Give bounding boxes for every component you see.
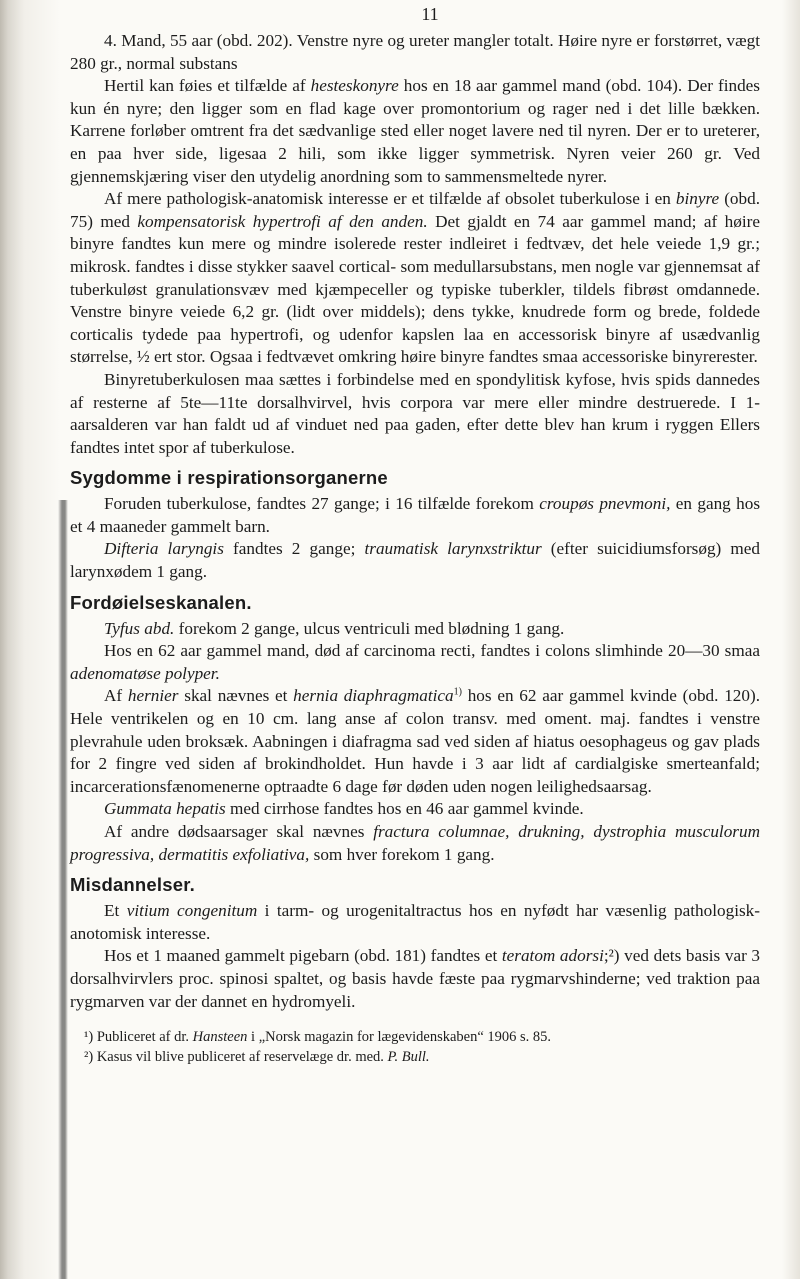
term: kompensatorisk hypertrofi af den anden.	[137, 211, 428, 231]
text: fandtes 2 gange;	[223, 539, 365, 559]
section-heading-malformations: Misdannelser.	[70, 874, 195, 896]
term: traumatisk larynxstriktur	[364, 539, 542, 559]
text: Kasus vil blive publiceret af reservelæge dr. med.	[93, 1049, 388, 1066]
text: Af andre dødsaarsager skal nævnes	[104, 822, 374, 841]
text: hos en 62 aar gammel kvinde (obd. 120). Hele ventrikelen og en 10 cm. lang anse af colon transv. med oment. maj. fandtes i venstre plevrahule uden broksæk. Aabningen i diafragma sad ved siden af hiatus oesophageus og gav plads for 2 fingre ved siden af brokindholdet. Hun havde i 3 aar lidt af cardialgiske smerteanfald; incarcerationsfænomenerne optraadte 6 dage før døden uden nogen leilighedsaarsag.	[70, 686, 760, 796]
term: vitium congenitum	[126, 901, 258, 921]
binding-edge	[58, 500, 68, 1279]
digestion-paragraph-4	[70, 798, 760, 821]
text: Publiceret af dr.	[93, 1029, 193, 1046]
respiration-paragraph-1	[70, 493, 760, 538]
footnote-mark: ²)	[84, 1049, 94, 1066]
footnote-2	[84, 1047, 760, 1067]
term: teratom adorsi	[501, 946, 604, 966]
case-4-paragraph: 4. Mand, 55 aar (obd. 202). Venstre nyre og ureter mangler totalt. Høire nyre er forstørret, vægt 280 gr., normal substans	[70, 31, 760, 73]
binyre-paragraph	[70, 188, 760, 369]
text: ved dets basis var 3 dorsalhvirvlers proc. spinosi spaltet, og basis havde fæste paa rygmarvshinderne; ved traktion paa rygmarven var der dannet en hydromyeli.	[70, 946, 761, 1011]
term: Tyfus abd.	[104, 618, 175, 638]
text: (obd. 75) med	[70, 189, 760, 231]
page-edge	[782, 0, 800, 1279]
author-name: Hansteen	[192, 1029, 248, 1046]
term: adenomatøse polyper.	[70, 663, 220, 683]
text: skal nævnes et	[178, 686, 294, 706]
footnote-1	[84, 1027, 760, 1047]
term: Gummata hepatis	[104, 799, 226, 819]
term: fractura columnae, drukning, dystrophia musculorum progressiva, dermatitis exfoliativa,	[70, 822, 760, 864]
footnote-mark: ¹)	[84, 1029, 94, 1046]
text: som hver forekom 1 gang.	[309, 844, 495, 864]
author-name: P. Bull.	[387, 1049, 430, 1066]
footnotes	[70, 1027, 760, 1067]
section-heading-digestion: Fordøielseskanalen.	[70, 591, 252, 613]
text: Hos en 62 aar gammel mand, død af carcinoma recti, fandtes i colons slimhinde 20—30 smaa	[104, 641, 760, 661]
text: i tarm- og urogenitaltractus hos en nyfødt har væsenlig pathologisk-anotomisk interesse.	[70, 901, 760, 943]
text: Det gjaldt en 74 aar gammel mand; af høire binyre fandtes kun mere og mindre isolerede rester indleiret i fedtvæv, det hele veiede 1,9 gr.; mikrosk. fandtes i disse stykker saavel cortical- som medullarsubstans, men nogle var gjennemsat af tuberkuløst granulationsvæv med kjæmpeceller og typiske tuberkler, tildels fibrøst omdannede. Venstre binyre veiede 6,2 gr. (lidt over middels); dens tykke, knudrede form og brede, foldede corticalis tydede paa hypertrofi, og udenfor kapslen laa en accessorisk binyre af usædvanlig størrelse, ½ ert stor. Ogsaa i fedtvævet omkring høire binyre fandtes smaa accessoriske binyrerester.	[70, 211, 760, 367]
section-heading-respiration: Sygdomme i respirationsorganerne	[70, 467, 388, 489]
respiration-paragraph-2	[70, 538, 760, 583]
term: hernier	[127, 686, 179, 706]
text: Af mere pathologisk-anatomisk interesse er et tilfælde af obsolet tuberkulose i en	[104, 189, 676, 209]
term: Difteria laryngis	[104, 539, 224, 559]
digestion-paragraph-2	[70, 640, 760, 685]
text: hos en 18 aar gammel mand (obd. 104). Der findes kun én nyre; den ligger som en flad kage over promontorium og rager ned i det lille bækken. Karrene forløber omtrent fra det sædvanlige sted eller noget lavere ned til nyren. Der er to ureterer, en paa hver side, ligesaa 2 hili, som ikke ligger symmetrisk. Nyren veier 260 gr. Ved gjennemskjæring viser den utydelig anordning som to sammensmeltede nyrer.	[70, 76, 760, 186]
text: (efter suicidiumsforsøg) med larynxødem 1 gang.	[70, 539, 760, 582]
text: Foruden tuberkulose, fandtes 27 gange; i 16 tilfælde forekom	[104, 494, 540, 514]
term: hesteskonyre	[310, 76, 399, 96]
text: med cirrhose fandtes hos en 46 aar gammel kvinde.	[225, 799, 584, 819]
text: forekom 2 gange, ulcus ventriculi med blødning 1 gang.	[174, 618, 565, 638]
text: Hos et 1 maaned gammelt pigebarn (obd. 181) fandtes et	[104, 946, 502, 966]
malformations-paragraph-1	[70, 900, 760, 945]
text: i „Norsk magazin for lægevidenskaben“ 1906 s. 85.	[247, 1029, 552, 1046]
term: hernia diaphragmatica	[293, 686, 454, 706]
footnote-ref: 1)	[453, 686, 462, 698]
digestion-paragraph-1	[70, 618, 760, 641]
text: Et	[104, 901, 127, 921]
text: Af	[104, 686, 128, 706]
text: en gang hos et 4 maaneder gammelt barn.	[70, 494, 761, 536]
hesteskonyre-paragraph	[70, 75, 760, 188]
binyretuberkulose-paragraph: Binyretuberkulosen maa sættes i forbindelse med en spondylitisk kyfose, hvis spids dannedes af resterne af 5te—11te dorsalhvirvel, hvis corpora var mere eller mindre destruerede. I 1-aarsalderen var han faldt ud af vinduet ned paa gaden, efter dette blev han krum i ryggen Ellers fandtes intet spor af tuberkulose.	[70, 369, 760, 457]
malformations-paragraph-2	[70, 945, 760, 1013]
digestion-paragraph-3	[70, 685, 760, 798]
document-page	[70, 0, 760, 1067]
term: binyre	[675, 189, 720, 209]
term: croupøs pnevmoni,	[539, 494, 671, 514]
page-number: 11	[421, 4, 439, 24]
digestion-paragraph-5	[70, 821, 760, 866]
binding-shadow	[0, 0, 60, 1279]
footnote-ref: ;²)	[603, 946, 620, 966]
text: Hertil kan føies et tilfælde af	[104, 76, 311, 96]
